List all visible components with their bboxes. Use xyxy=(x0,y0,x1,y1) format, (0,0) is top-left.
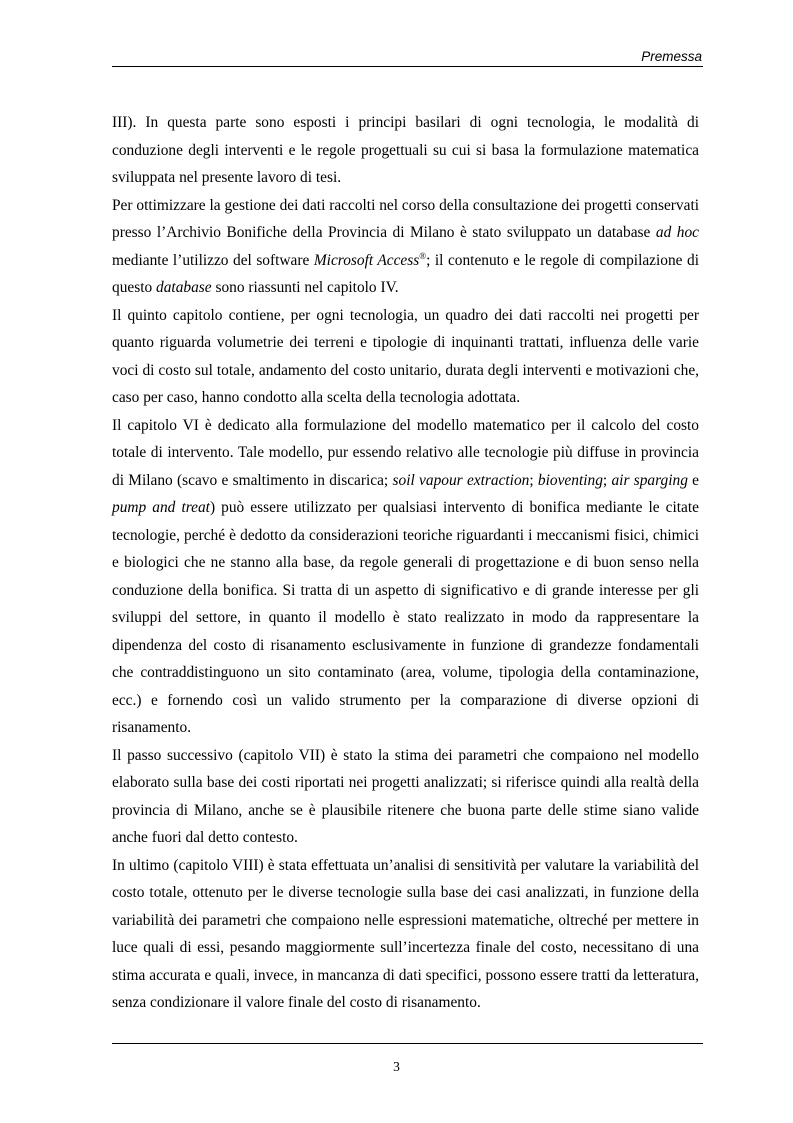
paragraph-2: Per ottimizzare la gestione dei dati raccolti nel corso della consultazione dei progetti conservati presso l’Archivio Bonifiche della Provincia di Milano è stato sviluppato un database ad hoc mediante l’utilizzo del software Microsoft Access®; il contenuto e le regole di compilazione di questo database sono riassunti nel capitolo IV. xyxy=(112,196,699,296)
body-text xyxy=(112,109,699,1017)
header-divider xyxy=(112,66,703,67)
paragraph-5: Il passo successivo (capitolo VII) è stato la stima dei parametri che compaiono nel modello elaborato sulla base dei costi riportati nei progetti analizzati; si riferisce quindi alla realtà della provincia di Milano, anche se è plausibile ritenere che buona parte delle stime siano valide anche fuori dal detto contesto. xyxy=(112,746,699,846)
paragraph-6: In ultimo (capitolo VIII) è stata effettuata un’analisi di sensitività per valutare la variabilità del costo totale, ottenuto per le diverse tecnologie sulla base dei casi analizzati, in funzione della variabilità dei parametri che compaiono nelle espressioni matematiche, oltreché per mettere in luce quali di essi, pesando maggiormente sull’incertezza finale del costo, necessitano di una stima accurata e quali, invece, in mancanza di dati specifici, possono essere tratti da letteratura, senza condizionare il valore finale del costo di risanamento. xyxy=(112,856,699,1011)
paragraph-1: III). In questa parte sono esposti i principi basilari di ogni tecnologia, le modalità di conduzione degli interventi e le regole progettuali su cui si basa la formulazione matematica sviluppata nel presente lavoro di tesi. xyxy=(112,114,699,186)
footer-divider xyxy=(112,1043,703,1044)
paragraph-4: Il capitolo VI è dedicato alla formulazione del modello matematico per il calcolo del costo totale di intervento. Tale modello, pur essendo relativo alle tecnologie più diffuse in provincia di Milano (scavo e smaltimento in discarica; soil vapour extraction; bioventing; air sparging e pump and treat) può essere utilizzato per qualsiasi intervento di bonifica mediante le citate tecnologie, perché è dedotto da considerazioni teoriche riguardanti i meccanismi fisici, chimici e biologici che ne stanno alla base, da regole generali di progettazione e di buon senso nella conduzione della bonifica. Si tratta di un aspetto di significativo e di grande interesse per gli sviluppi del settore, in quanto il modello è stato realizzato in modo da rappresentare la dipendenza del costo di risanamento esclusivamente in funzione di grandezze fondamentali che contraddistinguono un sito contaminato (area, volume, tipologia della contaminazione, ecc.) e fornendo così un valido strumento per la comparazione di diverse opzioni di risanamento. xyxy=(112,416,700,736)
running-header-title: Premessa xyxy=(641,49,702,64)
paragraph-3: Il quinto capitolo contiene, per ogni tecnologia, un quadro dei dati raccolti nei progetti per quanto riguarda volumetrie dei terreni e tipologie di inquinanti trattati, influenza delle varie voci di costo sul totale, andamento del costo unitario, durata degli interventi e motivazioni che, caso per caso, hanno condotto alla scelta della tecnologia adottata. xyxy=(112,306,699,406)
page-number: 3 xyxy=(393,1059,400,1074)
